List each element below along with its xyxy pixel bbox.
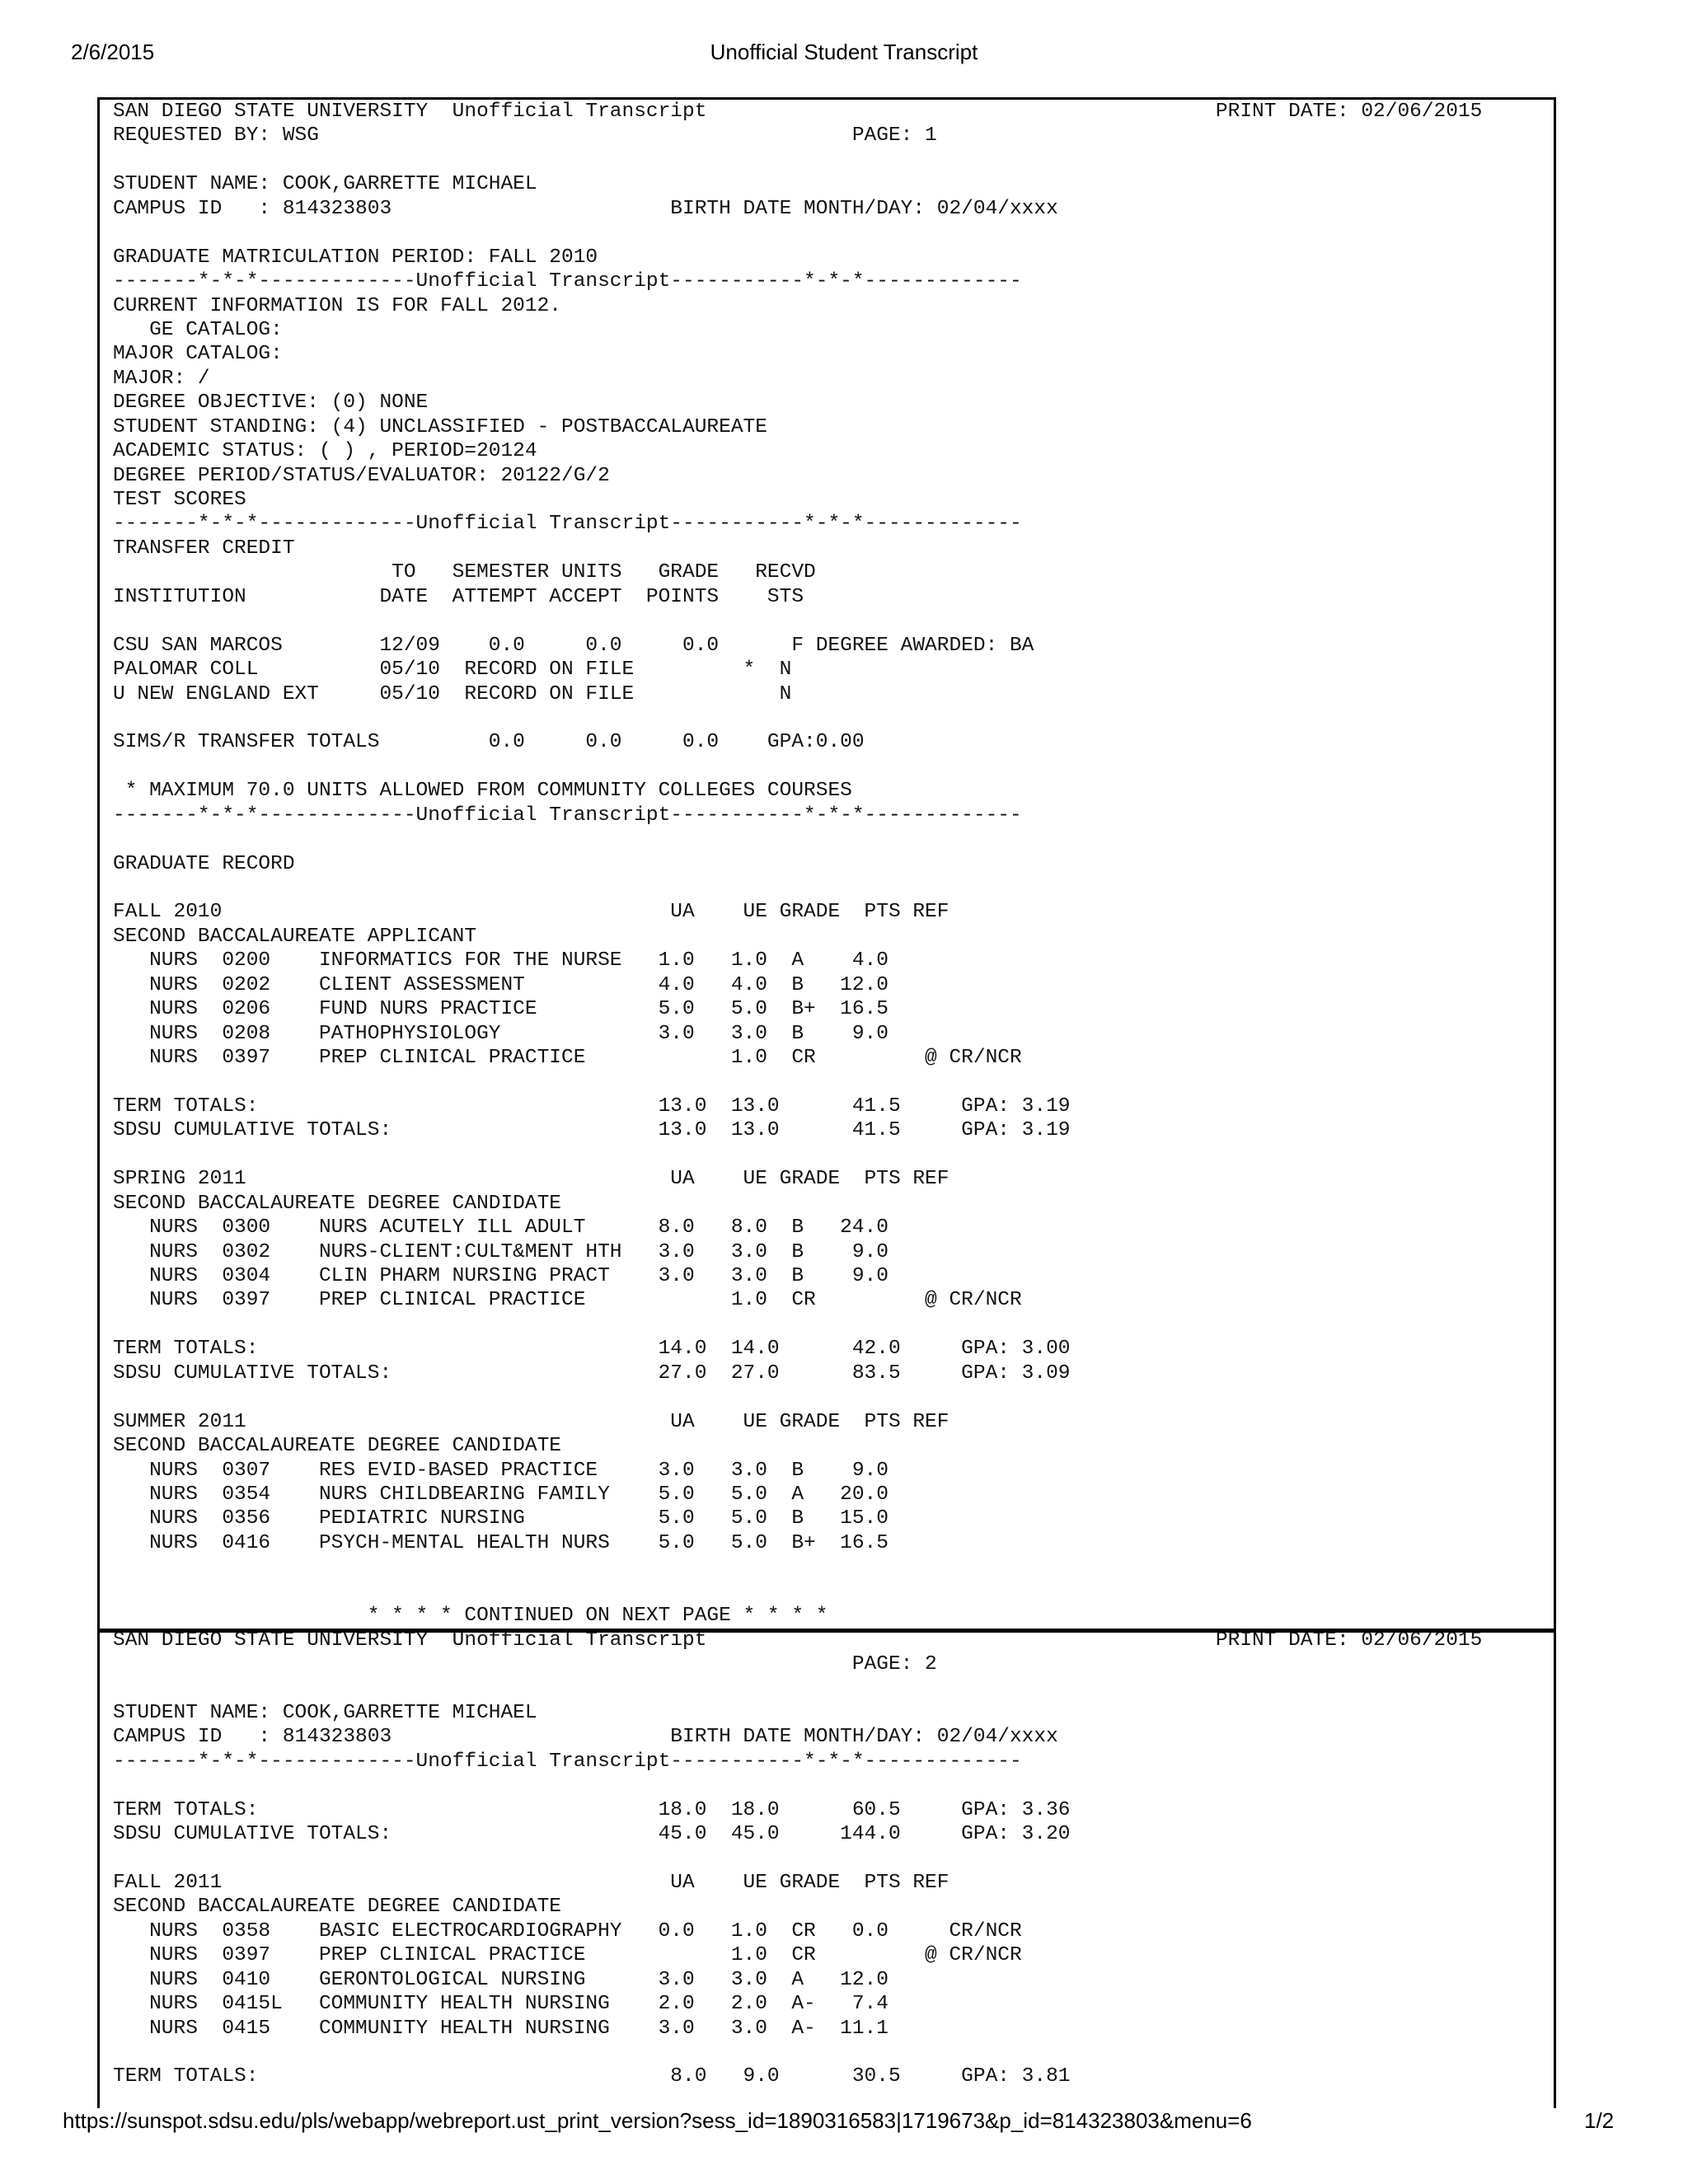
transcript-line: NURS 0300 NURS ACUTELY ILL ADULT 8.0 8.0 B 24.0	[113, 1216, 889, 1240]
transcript-line	[113, 706, 1547, 730]
transcript-line: ACADEMIC STATUS: ( ) , PERIOD=20124	[113, 440, 537, 463]
transcript-line: NURS 0358 BASIC ELECTROCARDIOGRAPHY 0.0 1.0 CR 0.0 CR/NCR	[113, 1919, 1022, 1943]
transcript-line: TEST SCORES	[113, 489, 246, 511]
transcript-line: NURS 0202 CLIENT ASSESSMENT 4.0 4.0 B 12.0	[113, 973, 889, 996]
transcript-line: NURS 0415 COMMUNITY HEALTH NURSING 3.0 3.0 A- 11.1	[113, 2017, 889, 2040]
transcript-line: STUDENT NAME: COOK,GARRETTE MICHAEL	[113, 173, 537, 196]
transcript-line: SUMMER 2011 UA UE GRADE PTS REF	[113, 1410, 950, 1433]
transcript-line: SECOND BACCALAUREATE DEGREE CANDIDATE	[113, 1192, 561, 1215]
transcript-line: REQUESTED BY: WSG PAGE: 1	[113, 124, 937, 148]
transcript-line: PAGE: 2	[113, 1653, 937, 1675]
transcript-line: NURS 0307 RES EVID-BASED PRACTICE 3.0 3.0 B 9.0	[113, 1459, 889, 1482]
transcript-line: NURS 0415L COMMUNITY HEALTH NURSING 2.0 2.0 A- 7.4	[113, 1993, 889, 2016]
transcript-line: STUDENT NAME: COOK,GARRETTE MICHAEL	[113, 1701, 537, 1724]
transcript-line: NURS 0304 CLIN PHARM NURSING PRACT 3.0 3.0 B 9.0	[113, 1265, 889, 1287]
transcript-line: NURS 0397 PREP CLINICAL PRACTICE 1.0 CR @ CR/NCR	[113, 1944, 1022, 1967]
transcript-line: NURS 0397 PREP CLINICAL PRACTICE 1.0 CR @ CR/NCR	[113, 1047, 1022, 1070]
source-url[interactable]: https://sunspot.sdsu.edu/pls/webapp/webreport.ust_print_version?sess_id=1890316583|1719673&p_id=814323803&menu=6	[63, 2108, 1252, 2133]
transcript-line: SDSU CUMULATIVE TOTALS: 13.0 13.0 41.5 GPA: 3.19	[113, 1119, 1071, 1142]
transcript-line: NURS 0206 FUND NURS PRACTICE 5.0 5.0 B+ 16.5	[113, 998, 889, 1021]
transcript-line: SECOND BACCALAUREATE DEGREE CANDIDATE	[113, 1896, 561, 1919]
transcript-line: -------*-*-*-------------Unofficial Transcript-----------*-*-*-------------	[113, 1750, 1022, 1773]
print-header	[0, 40, 1688, 69]
transcript-line: SECOND BACCALAUREATE DEGREE CANDIDATE	[113, 1435, 561, 1458]
transcript-line: SAN DIEGO STATE UNIVERSITY Unofficial Transcript PRINT DATE: 02/06/2015	[113, 1629, 1483, 1652]
transcript-line: TERM TOTALS: 18.0 18.0 60.5 GPA: 3.36	[113, 1798, 1071, 1821]
transcript-line	[113, 2041, 1547, 2064]
transcript-line	[113, 1774, 1547, 1797]
transcript-line	[113, 1385, 1547, 1409]
transcript-line: CSU SAN MARCOS 12/09 0.0 0.0 0.0 F DEGREE AWARDED: BA	[113, 634, 1034, 657]
transcript-line	[113, 148, 1547, 172]
transcript-line: -------*-*-*-------------Unofficial Transcript-----------*-*-*-------------	[113, 270, 1022, 293]
transcript-line	[113, 755, 1547, 779]
transcript-line: GRADUATE MATRICULATION PERIOD: FALL 2010	[113, 246, 598, 269]
transcript-line: NURS 0410 GERONTOLOGICAL NURSING 3.0 3.0 A 12.0	[113, 1968, 889, 1991]
print-footer	[0, 2108, 1688, 2138]
transcript-line: PALOMAR COLL 05/10 RECORD ON FILE * N	[113, 658, 792, 682]
transcript-line: -------*-*-*-------------Unofficial Transcript-----------*-*-*-------------	[113, 804, 1022, 827]
transcript-line	[113, 876, 1547, 900]
transcript-line: SDSU CUMULATIVE TOTALS: 45.0 45.0 144.0 GPA: 3.20	[113, 1823, 1071, 1846]
transcript-line: DEGREE OBJECTIVE: (0) NONE	[113, 391, 429, 415]
transcript-line	[113, 1071, 1547, 1094]
transcript-line: NURS 0356 PEDIATRIC NURSING 5.0 5.0 B 15.0	[113, 1507, 889, 1530]
transcript-line: MAJOR CATALOG:	[113, 343, 283, 366]
transcript-line: NURS 0397 PREP CLINICAL PRACTICE 1.0 CR @ CR/NCR	[113, 1289, 1022, 1312]
transcript-line: SAN DIEGO STATE UNIVERSITY Unofficial Transcript PRINT DATE: 02/06/2015	[113, 101, 1483, 123]
transcript-line: NURS 0208 PATHOPHYSIOLOGY 3.0 3.0 B 9.0	[113, 1022, 889, 1045]
transcript-line: NURS 0416 PSYCH-MENTAL HEALTH NURS 5.0 5.0 B+ 16.5	[113, 1531, 889, 1554]
transcript-line	[113, 1676, 1547, 1700]
document-title: Unofficial Student Transcript	[710, 40, 978, 64]
transcript-line	[113, 1313, 1547, 1337]
transcript-line: CAMPUS ID : 814323803 BIRTH DATE MONTH/DAY: 02/04/xxxx	[113, 197, 1058, 220]
transcript-line: TERM TOTALS: 13.0 13.0 41.5 GPA: 3.19	[113, 1094, 1071, 1118]
transcript-line: NURS 0302 NURS-CLIENT:CULT&MENT HTH 3.0 3.0 B 9.0	[113, 1240, 889, 1263]
transcript-line	[113, 827, 1547, 851]
transcript-line	[113, 609, 1547, 633]
transcript-line: U NEW ENGLAND EXT 05/10 RECORD ON FILE N	[113, 682, 792, 705]
transcript-line: CAMPUS ID : 814323803 BIRTH DATE MONTH/DAY: 02/04/xxxx	[113, 1726, 1058, 1749]
transcript-line: CURRENT INFORMATION IS FOR FALL 2012.	[113, 294, 561, 317]
transcript-line: DEGREE PERIOD/STATUS/EVALUATOR: 20122/G/2	[113, 464, 610, 487]
transcript-line: FALL 2010 UA UE GRADE PTS REF	[113, 901, 950, 924]
transcript-body	[113, 100, 1547, 2089]
transcript-line: TO SEMESTER UNITS GRADE RECVD	[113, 561, 816, 584]
page-number: 1/2	[1584, 2108, 1615, 2133]
transcript-line: FALL 2011 UA UE GRADE PTS REF	[113, 1871, 950, 1894]
transcript-line: SPRING 2011 UA UE GRADE PTS REF	[113, 1168, 950, 1191]
transcript-line	[113, 221, 1547, 245]
transcript-line	[113, 1555, 1547, 1579]
transcript-line: TERM TOTALS: 14.0 14.0 42.0 GPA: 3.00	[113, 1338, 1071, 1361]
transcript-line: * * * * CONTINUED ON NEXT PAGE * * * *	[113, 1605, 828, 1628]
transcript-line: GRADUATE RECORD	[113, 852, 295, 875]
transcript-line: GE CATALOG:	[113, 318, 283, 341]
transcript-line	[113, 1580, 1547, 1604]
transcript-line: SIMS/R TRANSFER TOTALS 0.0 0.0 0.0 GPA:0.00	[113, 731, 865, 754]
transcript-line: NURS 0354 NURS CHILDBEARING FAMILY 5.0 5.0 A 20.0	[113, 1483, 889, 1506]
transcript-line: -------*-*-*-------------Unofficial Transcript-----------*-*-*-------------	[113, 513, 1022, 536]
transcript-line: MAJOR: /	[113, 367, 210, 390]
transcript-line: TRANSFER CREDIT	[113, 537, 295, 560]
transcript-line: INSTITUTION DATE ATTEMPT ACCEPT POINTS STS	[113, 585, 804, 608]
print-date: 2/6/2015	[71, 40, 155, 64]
transcript-line: TERM TOTALS: 8.0 9.0 30.5 GPA: 3.81	[113, 2065, 1071, 2088]
transcript-line: SECOND BACCALAUREATE APPLICANT	[113, 925, 477, 948]
transcript-line: STUDENT STANDING: (4) UNCLASSIFIED - POSTBACCALAUREATE	[113, 415, 767, 438]
transcript-line: * MAXIMUM 70.0 UNITS ALLOWED FROM COMMUNITY COLLEGES COURSES	[113, 780, 852, 803]
transcript-line	[113, 1847, 1547, 1871]
transcript-line: SDSU CUMULATIVE TOTALS: 27.0 27.0 83.5 GPA: 3.09	[113, 1361, 1071, 1385]
transcript-line	[113, 1143, 1547, 1167]
transcript-line: NURS 0200 INFORMATICS FOR THE NURSE 1.0 1.0 A 4.0	[113, 949, 889, 972]
